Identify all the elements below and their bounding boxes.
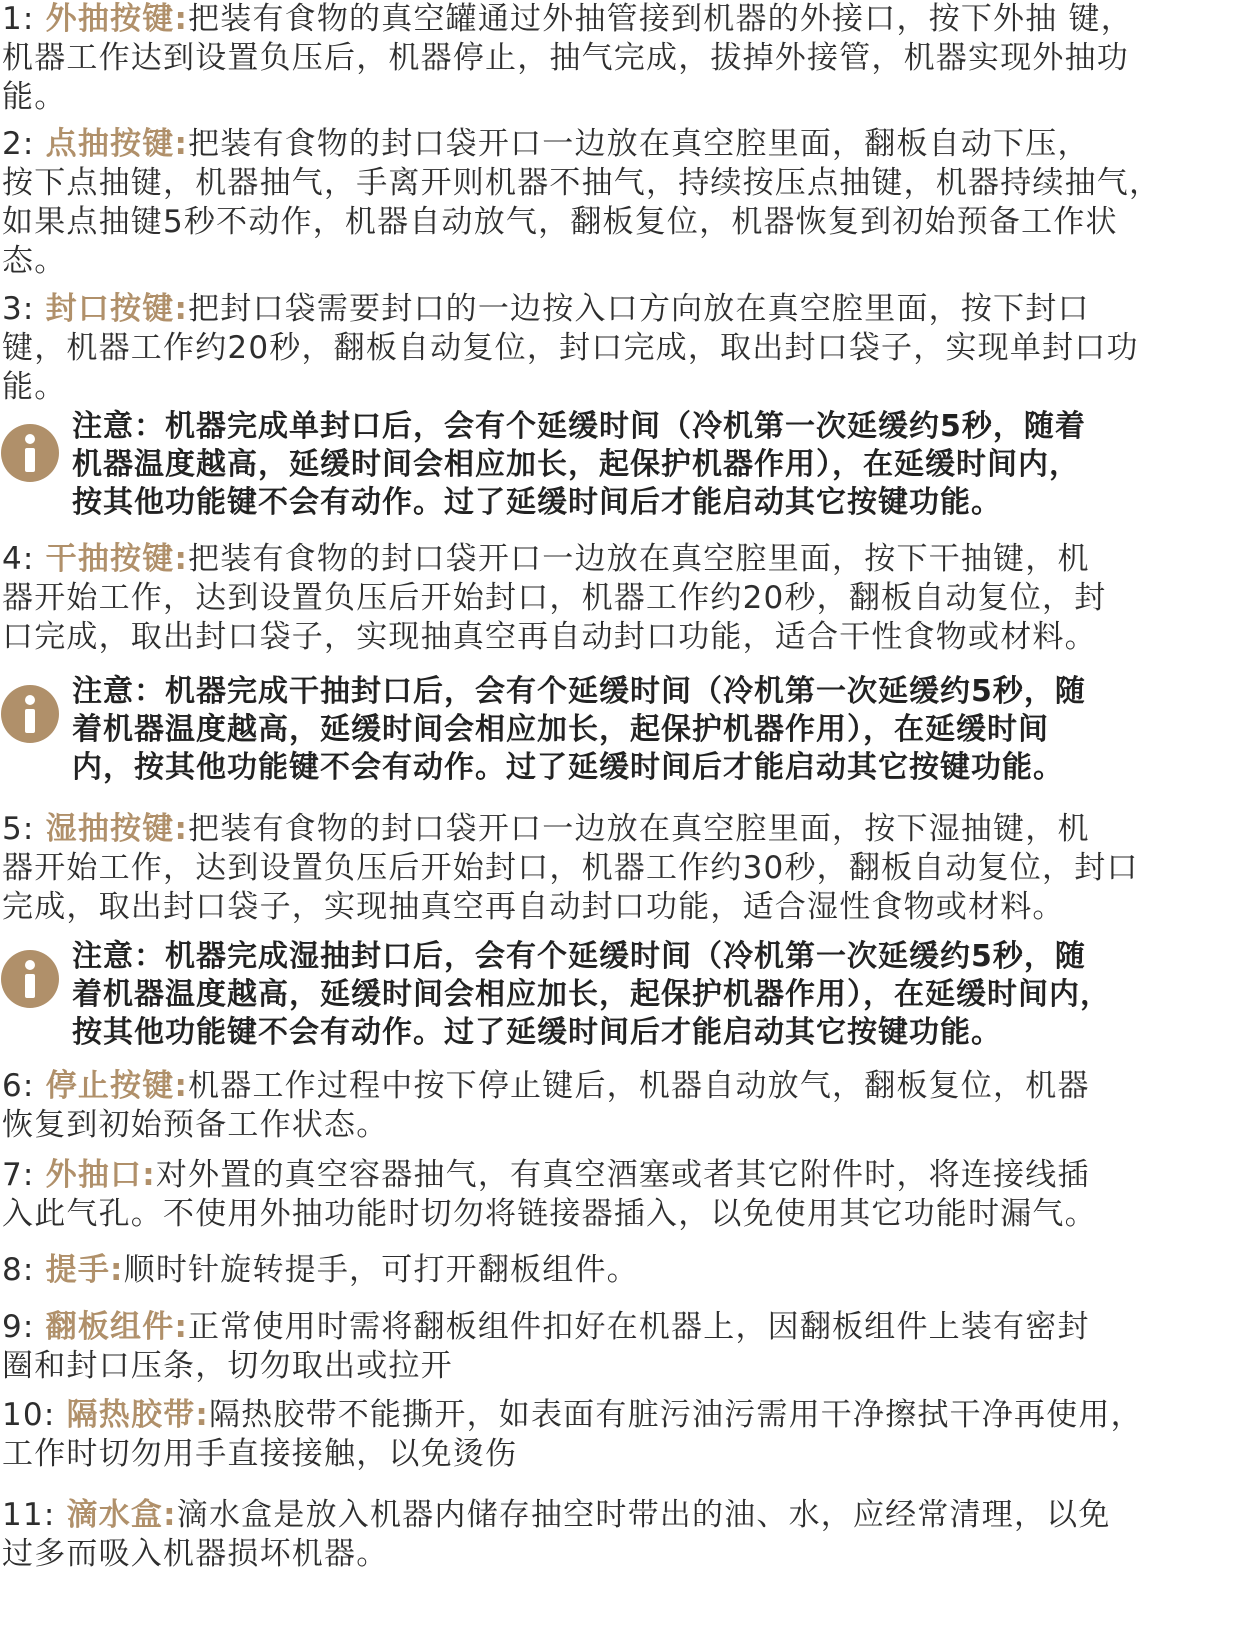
- item-line: 恢复到初始预备工作状态。: [2, 1107, 389, 1143]
- item-drip-tray: [2, 1496, 1236, 1574]
- note-line: 着机器温度越高，延缓时间会相应加长，起保护机器作用），在延缓时间内，: [72, 977, 1111, 1012]
- note-line: 按其他功能键不会有动作。过了延缓时间后才能启动其它按键功能。: [72, 485, 1002, 520]
- item-heat-tape: [2, 1396, 1236, 1474]
- item-term: 干抽按键:: [45, 541, 189, 577]
- item-pulse-button: [2, 125, 1236, 281]
- item-line: 隔热胶带不能撕开，如表面有脏污油污需用干净擦拭干净再使用，: [208, 1397, 1143, 1433]
- item-seal-button: [2, 290, 1236, 407]
- item-line: 对外置的真空容器抽气，有真空酒塞或者其它附件时，将连接线插: [155, 1157, 1090, 1193]
- item-line: 过多而吸入机器损坏机器。: [2, 1536, 389, 1572]
- item-number: 10:: [2, 1397, 56, 1433]
- item-line: 正常使用时需将翻板组件扣好在机器上，因翻板组件上装有密封: [188, 1309, 1090, 1345]
- item-line: 把装有食物的封口袋开口一边放在真空腔里面，按下干抽键，机: [188, 541, 1090, 577]
- item-term: 封口按键:: [45, 291, 189, 327]
- item-line: 按下点抽键，机器抽气，手离开则机器不抽气，持续按压点抽键，机器持续抽气，: [2, 165, 1162, 201]
- info-icon: [1, 950, 59, 1008]
- item-number: 1:: [2, 1, 35, 37]
- item-line: 入此气孔。不使用外抽功能时切勿将链接器插入，以免使用其它功能时漏气。: [2, 1196, 1097, 1232]
- item-number: 9:: [2, 1309, 35, 1345]
- item-line: 如果点抽键5秒不动作，机器自动放气，翻板复位，机器恢复到初始预备工作状: [2, 204, 1118, 240]
- item-line: 把装有食物的封口袋开口一边放在真空腔里面，按下湿抽键，机: [188, 811, 1090, 847]
- item-term: 外抽口:: [45, 1157, 156, 1193]
- item-term: 点抽按键:: [45, 126, 189, 162]
- item-line: 把封口袋需要封口的一边按入口方向放在真空腔里面，按下封口: [188, 291, 1090, 327]
- note-line: 注意：机器完成湿抽封口后，会有个延缓时间（冷机第一次延缓约5秒，随: [72, 939, 1086, 974]
- item-outer-pump-button: [2, 0, 1236, 117]
- note-line: 注意：机器完成干抽封口后，会有个延缓时间（冷机第一次延缓约5秒，随: [72, 674, 1086, 709]
- note-line: 按其他功能键不会有动作。过了延缓时间后才能启动其它按键功能。: [72, 1015, 1002, 1050]
- item-handle: [2, 1251, 1236, 1290]
- info-icon: [1, 685, 59, 743]
- item-number: 7:: [2, 1157, 35, 1193]
- item-line: 口完成，取出封口袋子，实现抽真空再自动封口功能，适合干性食物或材料。: [2, 619, 1097, 655]
- item-number: 11:: [2, 1497, 56, 1533]
- note-line: 注意：机器完成单封口后，会有个延缓时间（冷机第一次延缓约5秒，随着: [72, 409, 1086, 444]
- item-line: 机器工作达到设置负压后，机器停止，抽气完成，拔掉外接管，机器实现外抽功: [2, 40, 1129, 76]
- note-line: 着机器温度越高，延缓时间会相应加长，起保护机器作用），在延缓时间: [72, 712, 1049, 747]
- item-line: 器开始工作，达到设置负压后开始封口，机器工作约30秒，翻板自动复位，封口: [2, 850, 1139, 886]
- item-number: 4:: [2, 541, 35, 577]
- item-stop-button: [2, 1067, 1236, 1145]
- item-number: 3:: [2, 291, 35, 327]
- item-line: 器开始工作，达到设置负压后开始封口，机器工作约20秒，翻板自动复位，封: [2, 580, 1107, 616]
- item-lid-assembly: [2, 1308, 1236, 1386]
- note-line: 内，按其他功能键不会有动作。过了延缓时间后才能启动其它按键功能。: [72, 750, 1064, 785]
- item-number: 8:: [2, 1252, 35, 1288]
- note-seal-delay: [0, 408, 1236, 526]
- note-dry-delay: [0, 673, 1236, 791]
- item-line: 顺时针旋转提手，可打开翻板组件。: [123, 1252, 639, 1288]
- item-line: 滴水盒是放入机器内储存抽空时带出的油、水，应经常清理，以免: [176, 1497, 1111, 1533]
- item-wet-vacuum-button: [2, 810, 1236, 927]
- item-line: 完成，取出封口袋子，实现抽真空再自动封口功能，适合湿性食物或材料。: [2, 889, 1065, 925]
- item-number: 2:: [2, 126, 35, 162]
- item-line: 态。: [2, 243, 67, 279]
- item-line: 把装有食物的封口袋开口一边放在真空腔里面，翻板自动下压，: [188, 126, 1090, 162]
- note-line: 机器温度越高，延缓时间会相应加长，起保护机器作用），在延缓时间内，: [72, 447, 1080, 482]
- item-outer-pump-port: [2, 1156, 1236, 1234]
- item-term: 隔热胶带:: [66, 1397, 209, 1433]
- info-icon: [1, 424, 59, 482]
- item-line: 圈和封口压条，切勿取出或拉开: [2, 1348, 453, 1384]
- item-line: 能。: [2, 79, 67, 115]
- item-term: 翻板组件:: [45, 1309, 189, 1345]
- item-line: 能。: [2, 369, 67, 405]
- item-term: 滴水盒:: [66, 1497, 177, 1533]
- item-dry-vacuum-button: [2, 540, 1236, 657]
- item-term: 湿抽按键:: [45, 811, 189, 847]
- item-term: 提手:: [45, 1252, 124, 1288]
- item-line: 工作时切勿用手直接接触，以免烫伤: [2, 1436, 518, 1472]
- item-number: 5:: [2, 811, 35, 847]
- item-line: 键，机器工作约20秒，翻板自动复位，封口完成，取出封口袋子，实现单封口功: [2, 330, 1139, 366]
- item-line: 把装有食物的真空罐通过外抽管接到机器的外接口，按下外抽 键，: [188, 1, 1133, 37]
- item-term: 外抽按键:: [45, 1, 189, 37]
- item-number: 6:: [2, 1068, 35, 1104]
- note-wet-delay: [0, 938, 1236, 1056]
- item-term: 停止按键:: [45, 1068, 189, 1104]
- item-line: 机器工作过程中按下停止键后，机器自动放气，翻板复位，机器: [188, 1068, 1090, 1104]
